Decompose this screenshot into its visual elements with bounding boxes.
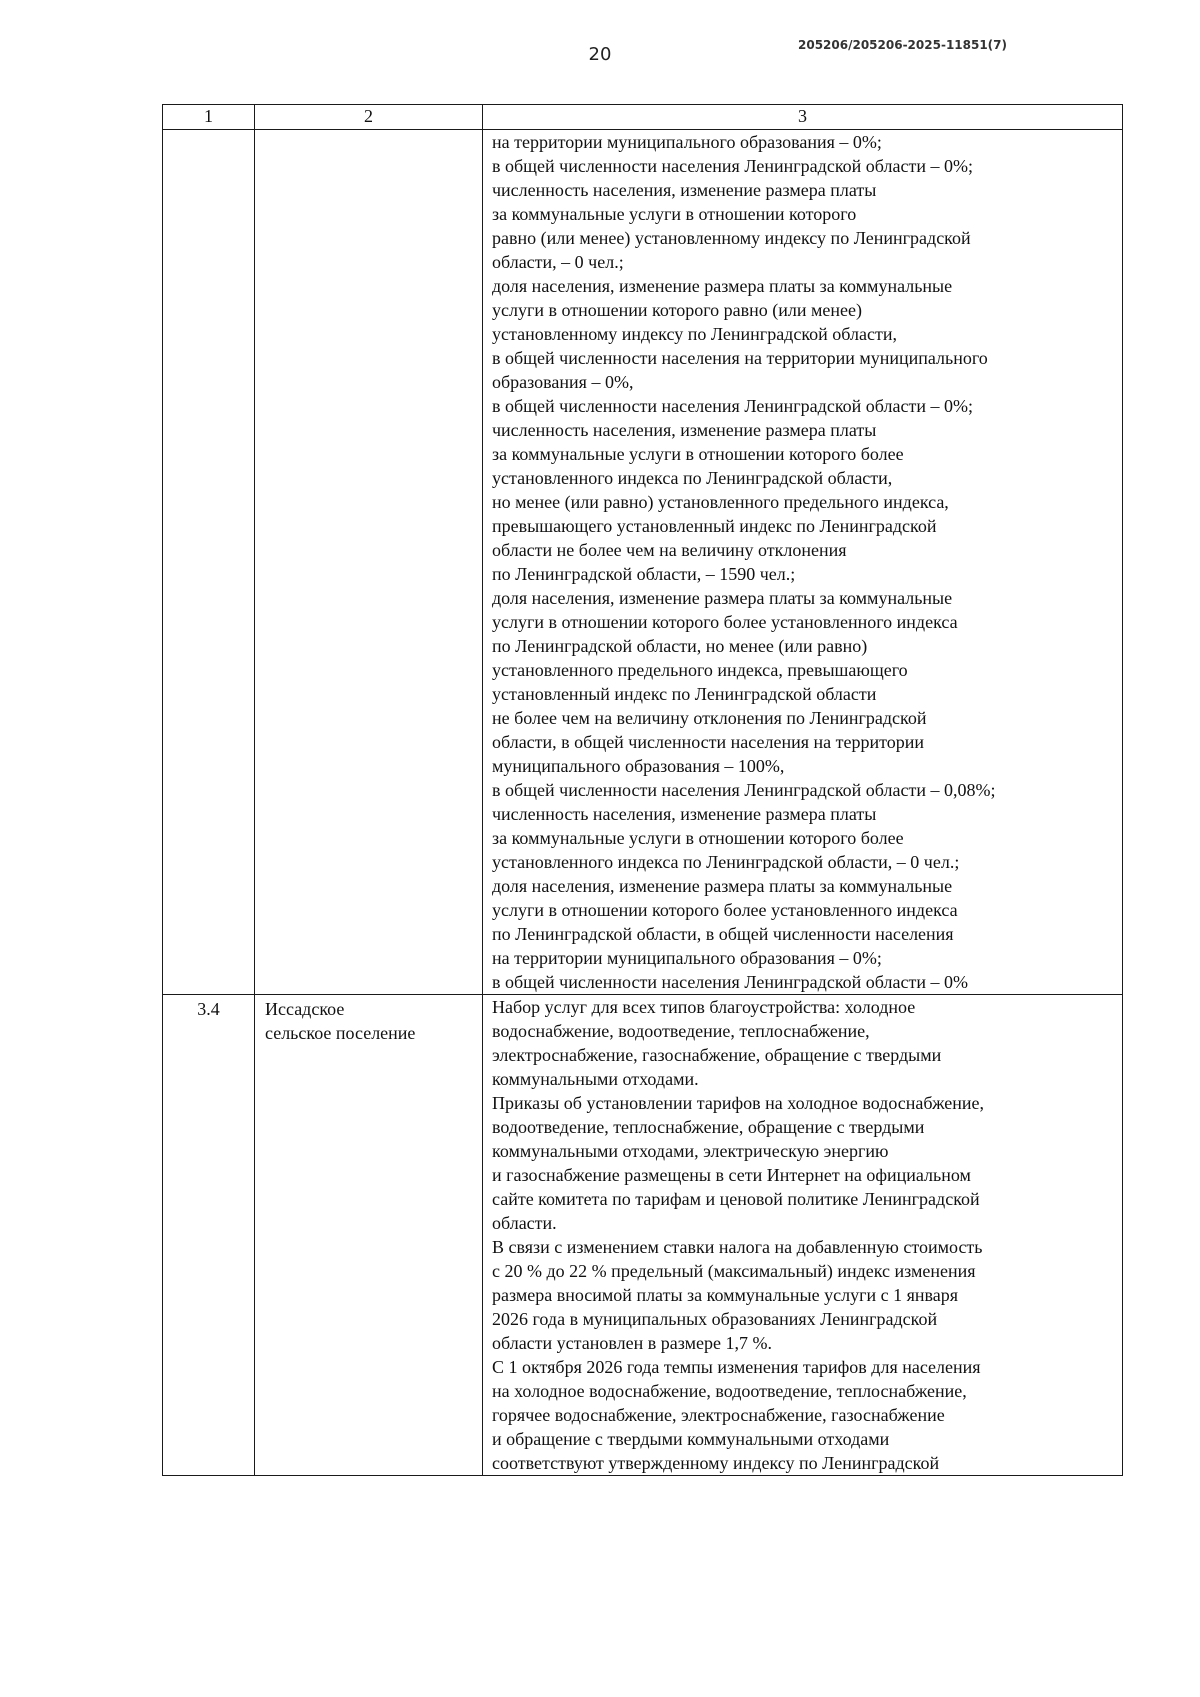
description-line: установленного индекса по Ленинградской области, – 0 чел.; [492, 852, 960, 872]
description-line: и обращение с твердыми коммунальными отходами [492, 1429, 890, 1449]
description-line: коммунальными отходами. [492, 1069, 699, 1089]
description-line: муниципального образования – 100%, [492, 756, 785, 776]
description-line: коммунальными отходами, электрическую энергию [492, 1141, 889, 1161]
description-line: с 20 % до 22 % предельный (максимальный) индекс изменения [492, 1261, 976, 1281]
description-line: на холодное водоснабжение, водоотведение, теплоснабжение, [492, 1381, 967, 1401]
page-number: 20 [588, 44, 612, 65]
description-line: численность населения, изменение размера платы [492, 804, 877, 824]
description-line: 2026 года в муниципальных образованиях Ленинградской [492, 1309, 938, 1329]
row-number-cell [163, 130, 255, 995]
description-cell [483, 130, 1123, 995]
column-header-3: 3 [483, 105, 1123, 130]
table-header-row [163, 105, 1123, 130]
description-line: в общей численности населения на территории муниципального [492, 348, 988, 368]
description-line: равно (или менее) установленному индексу по Ленинградской [492, 228, 971, 248]
description-line: установленный индекс по Ленинградской области [492, 684, 877, 704]
description-line: по Ленинградской области, – 1590 чел.; [492, 564, 796, 584]
description-line: соответствуют утвержденному индексу по Ленинградской [492, 1453, 940, 1473]
description-line: в общей численности населения Ленинградской области – 0%; [492, 396, 973, 416]
description-line: области установлен в размере 1,7 %. [492, 1333, 772, 1353]
description-line: в общей численности населения Ленинградской области – 0,08%; [492, 780, 996, 800]
description-line: водоснабжение, водоотведение, теплоснабжение, [492, 1021, 870, 1041]
description-line: области. [492, 1213, 557, 1233]
description-line: водоотведение, теплоснабжение, обращение с твердыми [492, 1117, 925, 1137]
description-line: услуги в отношении которого равно (или менее) [492, 300, 863, 320]
description-line: в общей численности населения Ленинградской области – 0%; [492, 156, 973, 176]
description-line: области не более чем на величину отклонения [492, 540, 847, 560]
settlement-name-line: Иссадское [265, 999, 345, 1019]
document-id: 205206/205206-2025-11851(7) [798, 38, 1008, 52]
description-line: превышающего установленный индекс по Ленинградской [492, 516, 937, 536]
description-line: Набор услуг для всех типов благоустройства: холодное [492, 997, 916, 1017]
description-line: установленному индексу по Ленинградской области, [492, 324, 897, 344]
description-line: услуги в отношении которого более установленного индекса [492, 612, 958, 632]
description-line: и газоснабжение размещены в сети Интернет на официальном [492, 1165, 971, 1185]
description-line: В связи с изменением ставки налога на добавленную стоимость [492, 1237, 983, 1257]
description-line: услуги в отношении которого более установленного индекса [492, 900, 958, 920]
description-line: по Ленинградской области, в общей численности населения [492, 924, 954, 944]
description-line: С 1 октября 2026 года темпы изменения тарифов для населения [492, 1357, 981, 1377]
description-line: численность населения, изменение размера платы [492, 180, 877, 200]
description-line: за коммунальные услуги в отношении которого более [492, 444, 904, 464]
description-line: на территории муниципального образования – 0%; [492, 132, 882, 152]
description-line: установленного индекса по Ленинградской области, [492, 468, 893, 488]
table-row [163, 130, 1123, 995]
description-line: но менее (или равно) установленного предельного индекса, [492, 492, 949, 512]
data-table [162, 104, 1123, 1476]
column-header-1: 1 [163, 105, 255, 130]
column-header-2: 2 [255, 105, 483, 130]
description-line: численность населения, изменение размера платы [492, 420, 877, 440]
description-line: не более чем на величину отклонения по Ленинградской [492, 708, 927, 728]
settlement-name-cell [255, 130, 483, 995]
description-line: за коммунальные услуги в отношении которого [492, 204, 857, 224]
description-line: доля населения, изменение размера платы за коммунальные [492, 276, 953, 296]
description-line: размера вносимой платы за коммунальные услуги с 1 января [492, 1285, 959, 1305]
description-line: на территории муниципального образования – 0%; [492, 948, 882, 968]
description-line: сайте комитета по тарифам и ценовой политике Ленинградской [492, 1189, 980, 1209]
description-line: образования – 0%, [492, 372, 634, 392]
table-row [163, 995, 1123, 1476]
description-line: по Ленинградской области, но менее (или равно) [492, 636, 868, 656]
description-line: электроснабжение, газоснабжение, обращение с твердыми [492, 1045, 942, 1065]
row-number-cell: 3.4 [163, 995, 255, 1476]
description-line: доля населения, изменение размера платы за коммунальные [492, 588, 953, 608]
description-line: Приказы об установлении тарифов на холодное водоснабжение, [492, 1093, 985, 1113]
settlement-name-cell [255, 995, 483, 1476]
description-cell [483, 995, 1123, 1476]
settlement-name-line: сельское поселение [265, 1023, 416, 1043]
description-line: области, – 0 чел.; [492, 252, 624, 272]
description-line: за коммунальные услуги в отношении которого более [492, 828, 904, 848]
description-line: в общей численности населения Ленинградской области – 0% [492, 972, 968, 992]
description-line: горячее водоснабжение, электроснабжение, газоснабжение [492, 1405, 945, 1425]
description-line: области, в общей численности населения на территории [492, 732, 924, 752]
description-line: доля населения, изменение размера платы за коммунальные [492, 876, 953, 896]
description-line: установленного предельного индекса, превышающего [492, 660, 908, 680]
